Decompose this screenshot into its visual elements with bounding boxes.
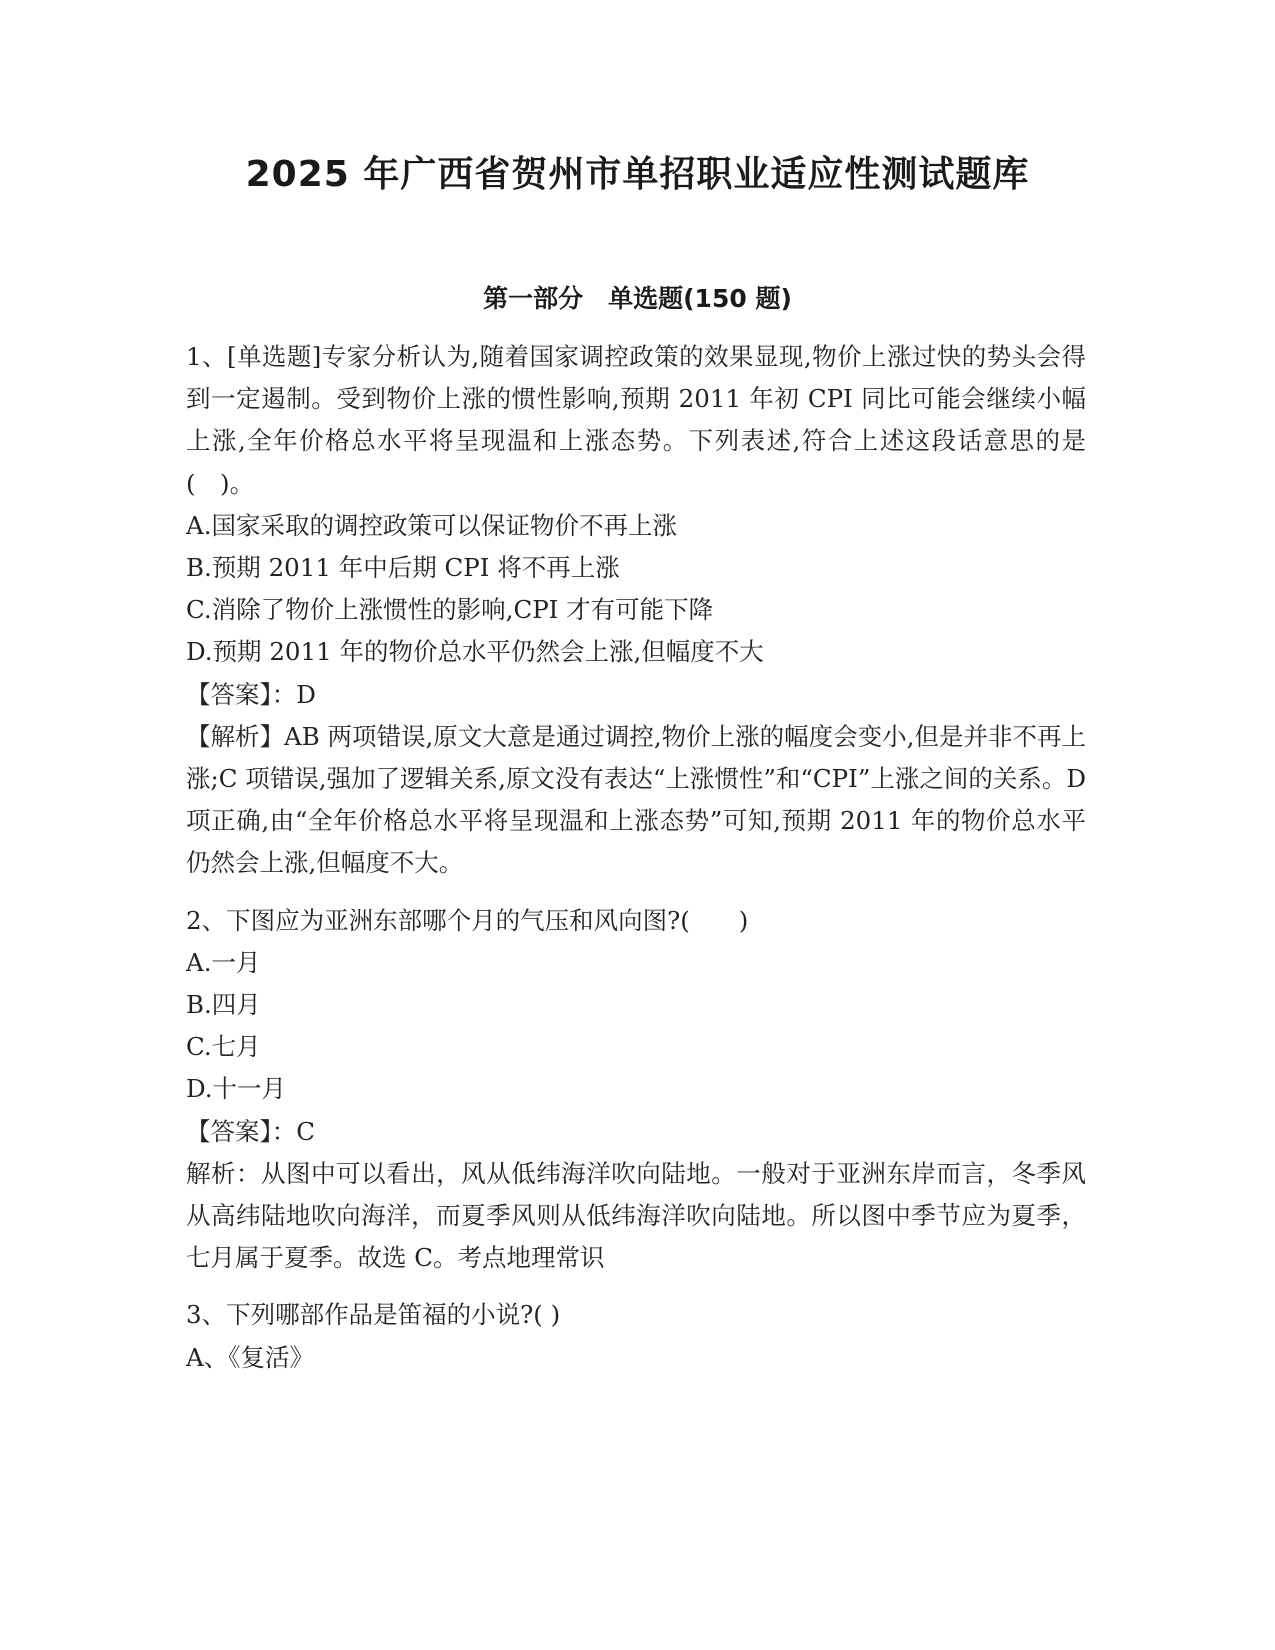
option-d: D.预期 2011 年的物价总水平仍然会上涨,但幅度不大	[186, 637, 764, 667]
question-stem: 1、[单选题]专家分析认为,随着国家调控政策的效果显现,物价上涨过快的势头会得到一定遏制。受到物价上涨的惯性影响,预期 2011 年初 CPI 同比可能会继续小幅上涨,全年价格总水平将呈现温和上涨态势。下列表述,符合上述这段话意思的是( )。	[186, 342, 1086, 498]
option-a: A、《复活》	[186, 1342, 314, 1372]
question-list	[186, 336, 1086, 1379]
analysis-paragraph: 解析：从图中可以看出，风从低纬海洋吹向陆地。一般对于亚洲东岸而言，冬季风从高纬陆地吹向海洋，而夏季风则从低纬海洋吹向陆地。所以图中季节应为夏季，七月属于夏季。故选 C。考点地理常识	[186, 1158, 1086, 1273]
option-c: C.消除了物价上涨惯性的影响,CPI 才有可能下降	[186, 595, 714, 625]
answer-line: 【答案】：D	[186, 679, 316, 709]
section-heading: 第一部分 单选题(150 题)	[483, 284, 792, 313]
question-1	[186, 336, 1086, 885]
document-title: 2025 年广西省贺州市单招职业适应性测试题库	[245, 154, 1030, 195]
question-stem: 2、下图应为亚洲东部哪个月的气压和风向图?( )	[186, 905, 749, 935]
answer-line: 【答案】：C	[186, 1116, 315, 1146]
option-b: B.预期 2011 年中后期 CPI 将不再上涨	[186, 553, 620, 583]
question-2	[186, 900, 1086, 1280]
option-d: D.十一月	[186, 1074, 287, 1104]
question-3	[186, 1294, 1086, 1378]
question-stem: 3、下列哪部作品是笛福的小说?( )	[186, 1300, 561, 1330]
analysis-paragraph: 【解析】AB 两项错误,原文大意是通过调控,物价上涨的幅度会变小,但是并非不再上涨;C 项错误,强加了逻辑关系,原文没有表达“上涨惯性”和“CPI”上涨之间的关系。D 项正确,由“全年价格总水平将呈现温和上涨态势”可知,预期 2011 年的物价总水平仍然会上涨,但幅度不大。	[186, 721, 1087, 878]
option-a: A.一月	[186, 947, 261, 977]
option-c: C.七月	[186, 1032, 261, 1062]
option-a: A.国家采取的调控政策可以保证物价不再上涨	[186, 510, 677, 540]
option-b: B.四月	[186, 990, 261, 1020]
